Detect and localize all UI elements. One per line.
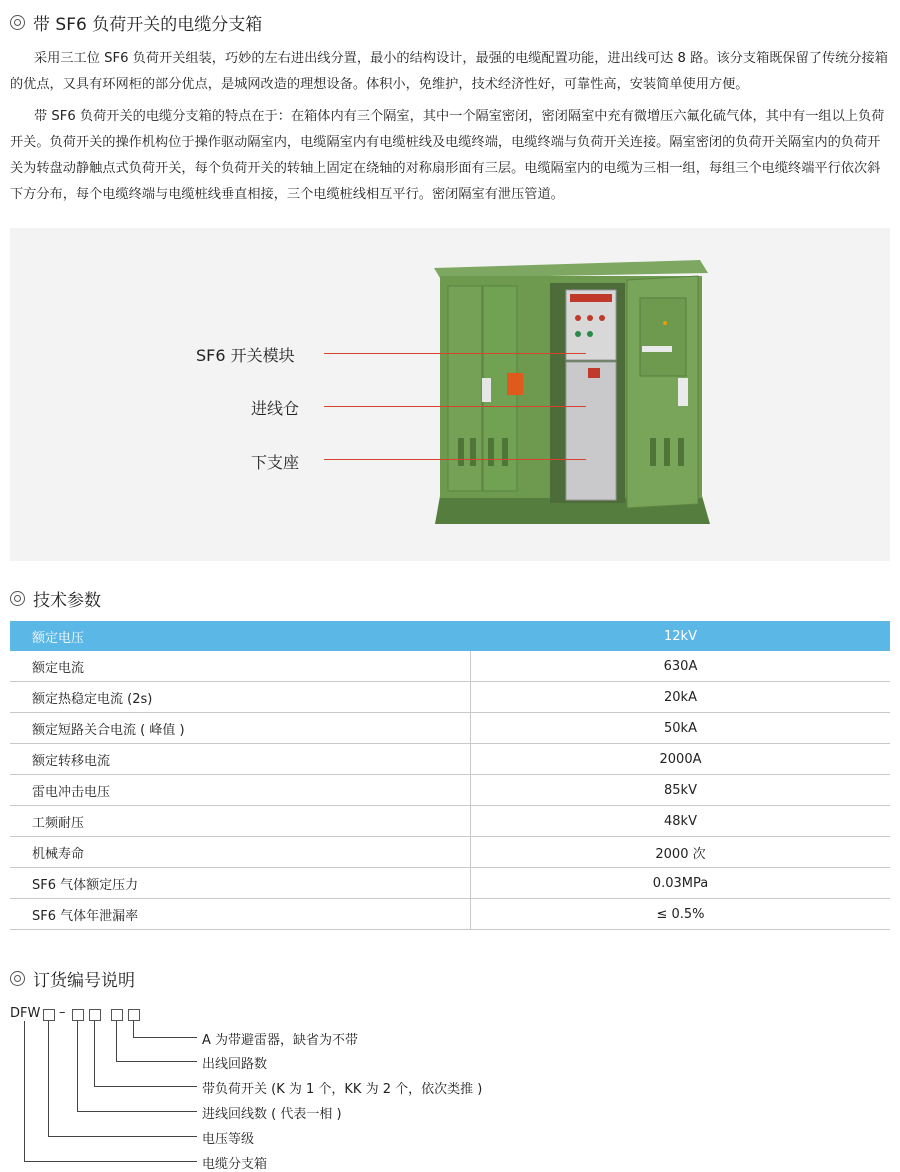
spec-name: 工频耐压	[10, 806, 471, 837]
code-slot-box	[89, 1009, 101, 1021]
table-row	[10, 621, 890, 651]
connector-line	[94, 1021, 95, 1086]
order-item-outgoing-circuits: 出线回路数	[202, 1057, 268, 1072]
callout-line-1	[324, 353, 586, 354]
connector-line	[24, 1161, 197, 1162]
table-row	[10, 868, 890, 899]
connector-line	[24, 1021, 25, 1161]
callout-sf6-switch-module: SF6 开关模块	[196, 346, 295, 365]
connector-line	[133, 1021, 134, 1037]
callout-lower-base: 下支座	[251, 453, 300, 472]
order-item-branch-box: 电缆分支箱	[202, 1157, 268, 1172]
intro-paragraph-1: 采用三工位 SF6 负荷开关组装，巧妙的左右进出线分置，最小的结构设计，最强的电缆配置功能，进出线可达 8 路。该分支箱既保留了传统分接箱的优点，又具有环网柜的部分优点，是城网改造的理想设备。体积小，免维护，技术经济性好，可靠性高，安装简单使用方便。	[10, 51, 888, 92]
table-row	[10, 775, 890, 806]
order-item-load-switch: 带负荷开关 (K 为 1 个，KK 为 2 个，依次类推 )	[202, 1082, 483, 1097]
spec-name: 额定热稳定电流 (2s)	[10, 682, 471, 713]
intro-paragraph-2: 带 SF6 负荷开关的电缆分支箱的特点在于：在箱体内有三个隔室，其中一个隔室密闭，密闭隔室中充有微增压六氟化硫气体，其中有一组以上负荷开关。负荷开关的操作机构位于操作驱动隔室内，电缆隔室内有电缆桩线及电缆终端，电缆终端与负荷开关连接。隔室密闭的负荷开关隔室内的负荷开关为转盘动静触点式负荷开关，每个负荷开关的转轴上固定在绕轴的对称扇形面有三层。电缆隔室内的电缆为三相一组，每组三个电缆终端平行依次斜下方分布，每个电缆终端与电缆桩线垂直相接，三个电缆桩线相互平行。密闭隔室有泄压管道。	[10, 109, 885, 202]
spec-value: 50kA	[471, 713, 891, 744]
order-item-voltage-level: 电压等级	[202, 1132, 255, 1147]
bullet-circle-icon	[10, 971, 25, 986]
order-code-dash: –	[59, 1005, 66, 1020]
spec-value: 85kV	[471, 775, 891, 806]
intro-title	[10, 10, 262, 35]
table-row	[10, 682, 890, 713]
spec-name: 额定电压	[10, 621, 471, 651]
spec-value: ≤ 0.5%	[471, 899, 891, 930]
spec-value: 48kV	[471, 806, 891, 837]
callout-incoming-compartment: 进线仓	[251, 399, 300, 418]
spec-value: 20kA	[471, 682, 891, 713]
bullet-circle-icon	[10, 591, 25, 606]
spec-name: 雷电冲击电压	[10, 775, 471, 806]
code-slot-box	[43, 1009, 55, 1021]
connector-line	[116, 1021, 117, 1061]
cable-branch-box-image	[10, 228, 890, 561]
order-code-prefix: DFW	[10, 1006, 41, 1021]
connector-line	[133, 1037, 197, 1038]
spec-name: 额定电流	[10, 651, 471, 682]
callout-line-2	[324, 406, 586, 407]
table-row	[10, 806, 890, 837]
spec-name: SF6 气体额定压力	[10, 868, 471, 899]
spec-name: 机械寿命	[10, 837, 471, 868]
spec-name: 额定短路关合电流 ( 峰值 )	[10, 713, 471, 744]
table-row	[10, 651, 890, 682]
spec-value: 12kV	[471, 621, 891, 651]
specs-table	[10, 621, 890, 930]
table-row	[10, 713, 890, 744]
connector-line	[94, 1086, 197, 1087]
connector-line	[77, 1021, 78, 1111]
spec-value: 2000 次	[471, 837, 891, 868]
connector-line	[48, 1136, 197, 1137]
table-row	[10, 899, 890, 930]
table-row	[10, 837, 890, 868]
connector-line	[48, 1021, 49, 1136]
table-row	[10, 744, 890, 775]
connector-line	[77, 1111, 197, 1112]
spec-name: SF6 气体年泄漏率	[10, 899, 471, 930]
intro-title-text: 带 SF6 负荷开关的电缆分支箱	[33, 15, 263, 35]
connector-line	[116, 1061, 197, 1062]
code-slot-box	[72, 1009, 84, 1021]
order-item-incoming-circuits: 进线回线数 ( 代表一相 )	[202, 1107, 342, 1122]
spec-value: 2000A	[471, 744, 891, 775]
spec-value: 0.03MPa	[471, 868, 891, 899]
callout-line-3	[324, 459, 586, 460]
ordering-title-text: 订货编号说明	[33, 971, 135, 991]
specs-title	[10, 586, 101, 611]
spec-name: 额定转移电流	[10, 744, 471, 775]
order-item-arrester: A 为带避雷器，缺省为不带	[202, 1033, 359, 1048]
bullet-circle-icon	[10, 15, 25, 30]
code-slot-box	[111, 1009, 123, 1021]
spec-value: 630A	[471, 651, 891, 682]
ordering-title	[10, 966, 135, 991]
specs-title-text: 技术参数	[33, 591, 101, 611]
code-slot-box	[128, 1009, 140, 1021]
product-photo	[10, 228, 890, 561]
